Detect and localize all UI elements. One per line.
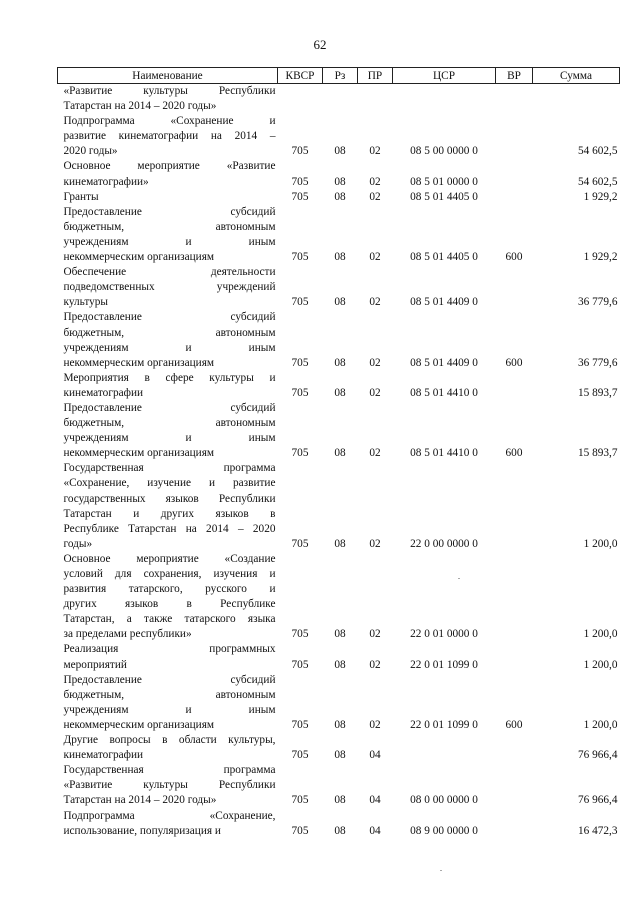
row-name-line: годы» [63,537,93,550]
row-pr [358,84,393,115]
header-rz: Рз [323,68,358,84]
table-row [58,84,620,115]
row-name-line: государственных языков Республики [63,492,276,505]
row-name [58,401,278,461]
row-name-line: Гранты [63,190,99,203]
row-name-line: условий для сохранения, изучения и [63,568,276,580]
table-row [58,159,620,189]
row-vr [496,159,533,189]
row-name-line: Республике Татарстан на 2014 – 2020 [63,522,276,535]
table-row [58,461,620,552]
row-csr: 22 0 00 0000 0 [410,537,478,550]
table-row [58,310,620,370]
row-vr: 600 [505,251,523,264]
row-pr: 04 [369,824,381,837]
row-name [58,310,278,370]
row-sum: 1 929,2 [583,251,618,264]
row-sum: 15 893,7 [577,386,618,399]
row-rz: 08 [334,749,346,762]
header-vr: ВР [496,68,533,84]
row-vr [496,461,533,552]
row-name-line: Основное мероприятие «Развитие [63,160,276,173]
row-csr: 22 0 01 1099 0 [410,718,478,731]
row-name-line: кинематографии [63,386,144,399]
row-csr: 08 5 01 4410 0 [410,447,478,460]
row-name-line: развития татарского, русского и [63,583,276,596]
row-name [58,809,278,839]
row-kvsr: 705 [291,537,309,550]
table-row [58,190,620,205]
row-name-line: Государственная программа [63,764,276,777]
row-name-line: кинематографии [63,749,144,762]
row-name-line: Предоставление субсидий [63,205,276,218]
row-name-line: использование, популяризация и [63,824,221,837]
row-pr: 02 [369,175,381,188]
row-kvsr: 705 [291,251,309,264]
row-sum: 1 200,0 [583,628,618,641]
row-name-line: некоммерческим организациям [63,251,215,264]
scan-speck [440,870,442,871]
row-name [58,733,278,763]
table-row [58,401,620,461]
row-name-line: Татарстан на 2014 – 2020 годы» [63,100,217,113]
row-name-line: Другие вопросы в области культуры, [63,734,276,747]
row-name-line: некоммерческим организациям [63,356,215,369]
row-sum: 1 200,0 [583,658,618,671]
row-rz: 08 [334,296,346,309]
row-name [58,371,278,401]
row-name-line: учреждениям и иным [63,703,276,716]
row-sum [533,84,620,115]
row-vr: 600 [505,447,523,460]
row-vr [496,265,533,310]
row-vr: 600 [505,718,523,731]
row-csr: 08 5 01 0000 0 [410,175,478,188]
row-vr [496,552,533,643]
row-name-line: за пределами республики» [63,628,192,641]
row-name-line: Государственная программа [63,462,276,475]
row-pr: 02 [369,386,381,399]
row-kvsr: 705 [291,824,309,837]
row-pr: 02 [369,658,381,671]
row-csr: 22 0 01 0000 0 [410,628,478,641]
row-kvsr: 705 [291,145,309,158]
row-pr: 02 [369,190,381,203]
header-sum: Сумма [533,68,620,84]
row-name [58,763,278,808]
row-rz: 08 [334,628,346,641]
table-row [58,763,620,808]
row-name-line: бюджетным, автономным [63,417,276,430]
row-csr: 08 5 01 4409 0 [410,296,478,309]
row-pr: 02 [369,537,381,550]
row-vr [496,84,533,115]
row-pr: 02 [369,356,381,369]
row-name-line: Подпрограмма «Сохранение, [63,809,276,822]
row-pr: 02 [369,145,381,158]
row-name [58,552,278,643]
row-name [58,673,278,733]
row-name-line: Предоставление субсидий [63,673,276,686]
budget-table [57,67,620,839]
row-name-line: «Сохранение, изучение и развитие [63,477,276,490]
table-row [58,552,620,643]
row-sum: 15 893,7 [577,447,618,460]
row-vr: 600 [505,356,523,369]
row-csr: 08 5 01 4410 0 [410,386,478,399]
row-pr: 02 [369,718,381,731]
row-name-line: учреждениям и иным [63,341,276,354]
table-row [58,114,620,159]
row-name-line: развитие кинематографии на 2014 – [63,130,276,143]
row-vr [496,190,533,205]
row-vr [496,642,533,672]
row-name-line: Мероприятия в сфере культуры и [63,371,276,384]
row-name-line: Подпрограмма «Сохранение и [63,115,276,128]
row-name-line: Обеспечение деятельности [63,266,276,279]
row-name [58,265,278,310]
row-rz: 08 [334,537,346,550]
row-vr [496,809,533,839]
row-kvsr: 705 [291,296,309,309]
row-kvsr: 705 [291,175,309,188]
row-name-line: Татарстан, а также татарского языка [63,613,276,626]
row-name-line: мероприятий [63,658,127,671]
row-sum: 1 929,2 [583,190,618,203]
row-csr: 22 0 01 1099 0 [410,658,478,671]
row-pr: 02 [369,251,381,264]
row-vr [496,114,533,159]
row-name-line: культуры [63,296,109,309]
header-pr: ПР [358,68,393,84]
row-sum: 1 200,0 [583,718,618,731]
row-vr [496,371,533,401]
row-csr: 08 0 00 0000 0 [410,794,478,807]
row-name-line: Татарстан на 2014 – 2020 годы» [63,794,217,807]
row-kvsr: 705 [291,658,309,671]
row-rz: 08 [334,190,346,203]
row-name-line: Основное мероприятие «Создание [63,552,276,565]
row-csr: 08 5 01 4409 0 [410,356,478,369]
row-name-line: Реализация программных [63,643,276,656]
scan-speck [458,578,460,579]
table-row [58,205,620,265]
row-csr: 08 9 00 0000 0 [410,824,478,837]
table-row [58,642,620,672]
row-name-line: учреждениям и иным [63,432,276,445]
row-kvsr: 705 [291,386,309,399]
row-rz: 08 [334,447,346,460]
row-pr: 04 [369,794,381,807]
row-sum: 16 472,3 [577,824,618,837]
row-kvsr: 705 [291,718,309,731]
table-row [58,265,620,310]
row-rz: 08 [334,718,346,731]
table-row [58,733,620,763]
row-name-line: «Развитие культуры Республики [63,779,276,792]
row-pr: 04 [369,749,381,762]
row-sum: 36 779,6 [577,296,618,309]
row-rz [323,84,358,115]
row-pr: 02 [369,447,381,460]
row-rz: 08 [334,145,346,158]
header-csr: ЦСР [393,68,496,84]
header-name: Наименование [58,68,278,84]
row-pr: 02 [369,628,381,641]
row-rz: 08 [334,175,346,188]
row-rz: 08 [334,658,346,671]
row-csr: 08 5 01 4405 0 [410,190,478,203]
row-name [58,205,278,265]
row-sum: 36 779,6 [577,356,618,369]
row-name [58,84,278,115]
row-vr [496,733,533,763]
row-csr: 08 5 01 4405 0 [410,251,478,264]
row-name [58,642,278,672]
row-name [58,461,278,552]
table-header [58,68,620,84]
row-rz: 08 [334,794,346,807]
row-rz: 08 [334,251,346,264]
row-name-line: некоммерческим организациям [63,447,215,460]
row-sum: 76 966,4 [577,749,618,762]
page-number: 62 [313,37,327,52]
row-name [58,159,278,189]
row-rz: 08 [334,386,346,399]
row-name-line: бюджетным, автономным [63,688,276,701]
row-name-line: кинематографии» [63,175,149,188]
row-kvsr: 705 [291,628,309,641]
row-rz: 08 [334,824,346,837]
row-name-line: Предоставление субсидий [63,401,276,414]
row-name-line: бюджетным, автономным [63,326,276,339]
row-sum: 54 602,5 [577,175,618,188]
row-name-line: некоммерческим организациям [63,718,215,731]
row-name-line: Татарстан и других языков в [63,507,276,520]
table-row [58,371,620,401]
row-name-line: «Развитие культуры Республики [63,85,276,97]
row-name-line: других языков в Республике [63,598,276,611]
row-sum: 54 602,5 [577,145,618,158]
row-name [58,114,278,159]
header-kvsr: КВСР [278,68,323,84]
table-body [58,84,620,839]
row-rz: 08 [334,356,346,369]
row-name-line: Предоставление субсидий [63,311,276,324]
row-name-line: учреждениям и иным [63,235,276,248]
row-name-line: бюджетным, автономным [63,220,276,233]
row-csr [393,84,496,115]
row-kvsr: 705 [291,356,309,369]
table-row [58,809,620,839]
row-name [58,190,278,205]
row-csr [393,733,496,763]
row-pr: 02 [369,296,381,309]
row-kvsr: 705 [291,190,309,203]
row-kvsr: 705 [291,447,309,460]
row-kvsr: 705 [291,794,309,807]
row-csr: 08 5 00 0000 0 [410,145,478,158]
row-sum: 76 966,4 [577,794,618,807]
table-row [58,673,620,733]
row-sum: 1 200,0 [583,537,618,550]
row-name-line: 2020 годы» [63,145,118,158]
row-vr [496,763,533,808]
row-name-line: подведомственных учреждений [63,281,276,294]
row-kvsr [278,84,323,115]
row-kvsr: 705 [291,749,309,762]
